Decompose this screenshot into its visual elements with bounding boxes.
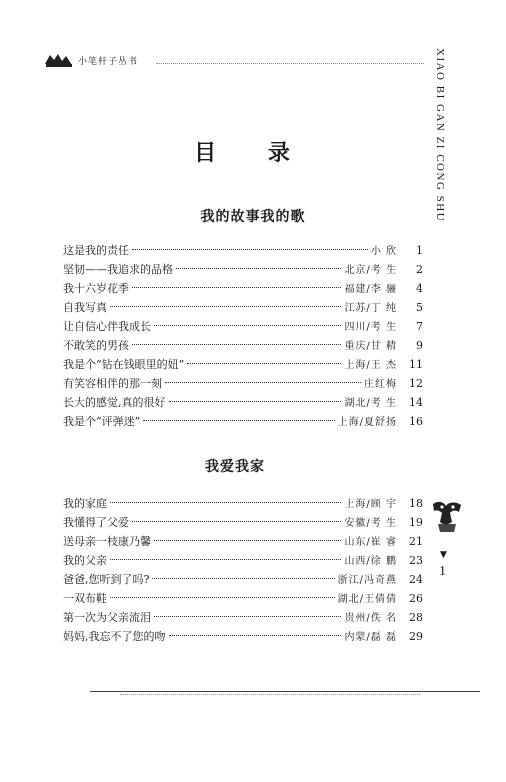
entry-title: 有笑容相伴的那一刻: [63, 377, 162, 390]
entry-author: 福建/李 骊: [344, 284, 397, 295]
entry-author: 上海/王 杰: [344, 360, 397, 371]
leader-dots: [187, 363, 341, 364]
toc-entry[interactable]: [63, 374, 423, 393]
entry-author: 山西/徐 鹏: [344, 556, 397, 567]
entry-page: 24: [409, 573, 423, 586]
pen-logo-icon: [44, 52, 74, 68]
toc-list-1: [63, 241, 423, 431]
entry-title: 爸爸,您听到了吗?: [63, 573, 150, 586]
leader-dots: [132, 249, 368, 250]
toc-entry[interactable]: [63, 627, 423, 646]
toc-list-2: [63, 494, 423, 646]
entry-title: 一双布鞋: [63, 592, 107, 605]
footer-rule-dotted: [120, 694, 420, 695]
toc-entry[interactable]: [63, 589, 423, 608]
toc-entry[interactable]: [63, 317, 423, 336]
toc-entry[interactable]: [63, 551, 423, 570]
page-number: 1: [439, 564, 446, 579]
entry-title: 第一次为父亲流泪: [63, 611, 151, 624]
entry-title: 妈妈,我忘不了您的吻: [63, 630, 166, 643]
toc-entry[interactable]: [63, 532, 423, 551]
entry-title: 这是我的责任: [63, 244, 129, 257]
entry-page: 7: [416, 320, 423, 333]
leader-dots: [154, 325, 341, 326]
entry-author: 四川/考 生: [344, 322, 397, 333]
entry-title: 我十六岁花季: [63, 282, 129, 295]
entry-page: 26: [409, 592, 423, 605]
entry-author: 贵州/佚 名: [344, 613, 397, 624]
entry-page: 16: [409, 415, 423, 428]
entry-author: 湖北/王倩倩: [337, 594, 397, 605]
entry-page: 4: [416, 282, 423, 295]
entry-title: 坚韧——我追求的品格: [63, 263, 173, 276]
entry-page: 1: [416, 244, 423, 257]
leader-dots: [110, 559, 341, 560]
leader-dots: [132, 287, 341, 288]
entry-title: 自我写真: [63, 301, 107, 314]
leader-dots: [132, 344, 341, 345]
leader-dots: [176, 268, 341, 269]
leader-dots: [132, 521, 341, 522]
entry-page: 9: [416, 339, 423, 352]
toc-entry[interactable]: [63, 279, 423, 298]
toc-entry[interactable]: [63, 513, 423, 532]
toc-entry[interactable]: [63, 412, 423, 431]
series-name: 小笔杆子丛书: [78, 57, 139, 67]
entry-page: 11: [409, 358, 423, 371]
leader-dots: [154, 540, 341, 541]
entry-author: 小 欣: [370, 246, 397, 257]
leader-dots: [152, 578, 334, 579]
toc-entry[interactable]: [63, 608, 423, 627]
leader-dots: [143, 420, 334, 421]
toc-entry[interactable]: [63, 298, 423, 317]
toc-entry[interactable]: [63, 393, 423, 412]
entry-author: 重庆/甘 精: [344, 341, 397, 352]
header-rule: [156, 63, 424, 64]
entry-title: 我的家庭: [63, 497, 107, 510]
entry-page: 14: [409, 396, 423, 409]
leader-dots: [154, 616, 341, 617]
section-heading-1: 我的故事我的歌: [200, 209, 306, 225]
entry-title: 我是个“评弹迷”: [63, 415, 141, 428]
entry-title: 我的父亲: [63, 554, 107, 567]
entry-page: 21: [409, 535, 423, 548]
leader-dots: [110, 597, 335, 598]
entry-page: 5: [416, 301, 423, 314]
leader-dots: [110, 306, 341, 307]
leader-dots: [165, 382, 361, 383]
entry-title: 我懂得了父爱: [63, 516, 129, 529]
section-heading-2: 我爱我家: [205, 459, 265, 475]
entry-author: 安徽/考 生: [344, 518, 397, 529]
entry-author: 上海/顾 宇: [344, 499, 397, 510]
entry-author: 北京/考 生: [344, 265, 397, 276]
leader-dots: [110, 502, 341, 503]
character-emblem-icon: [430, 498, 464, 534]
entry-page: 18: [409, 497, 423, 510]
toc-entry[interactable]: [63, 570, 423, 589]
entry-author: 浙江/冯奇燕: [337, 575, 397, 586]
series-pinyin: XIAO BI GAN ZI CONG SHU: [434, 48, 446, 223]
leader-dots: [169, 401, 342, 402]
leader-dots: [169, 635, 342, 636]
footer-rule: [90, 691, 480, 692]
entry-title: 我是个“钻在钱眼里的妞”: [63, 358, 185, 371]
toc-entry[interactable]: [63, 260, 423, 279]
toc-entry[interactable]: [63, 494, 423, 513]
entry-author: 山东/崔 睿: [344, 537, 397, 548]
entry-title: 送母亲一枝康乃馨: [63, 535, 151, 548]
toc-entry[interactable]: [63, 241, 423, 260]
entry-page: 29: [409, 630, 423, 643]
running-header: [44, 52, 424, 70]
down-arrow-icon: ▼: [440, 550, 447, 560]
entry-title: 长大的感觉,真的很好: [63, 396, 166, 409]
entry-author: 湖北/考 生: [344, 398, 397, 409]
entry-title: 不敢笑的男孩: [63, 339, 129, 352]
entry-author: 上海/夏舒扬: [337, 417, 397, 428]
entry-author: 内蒙/磊 磊: [344, 632, 397, 643]
entry-author: 庄红梅: [364, 379, 397, 390]
entry-page: 12: [409, 377, 423, 390]
entry-page: 2: [416, 263, 423, 276]
toc-entry[interactable]: [63, 336, 423, 355]
entry-page: 19: [409, 516, 423, 529]
page-title: 目 录: [194, 140, 312, 166]
entry-page: 28: [409, 611, 423, 624]
toc-entry[interactable]: [63, 355, 423, 374]
entry-title: 让自信心伴我成长: [63, 320, 151, 333]
entry-page: 23: [409, 554, 423, 567]
entry-author: 江苏/丁 纯: [344, 303, 397, 314]
